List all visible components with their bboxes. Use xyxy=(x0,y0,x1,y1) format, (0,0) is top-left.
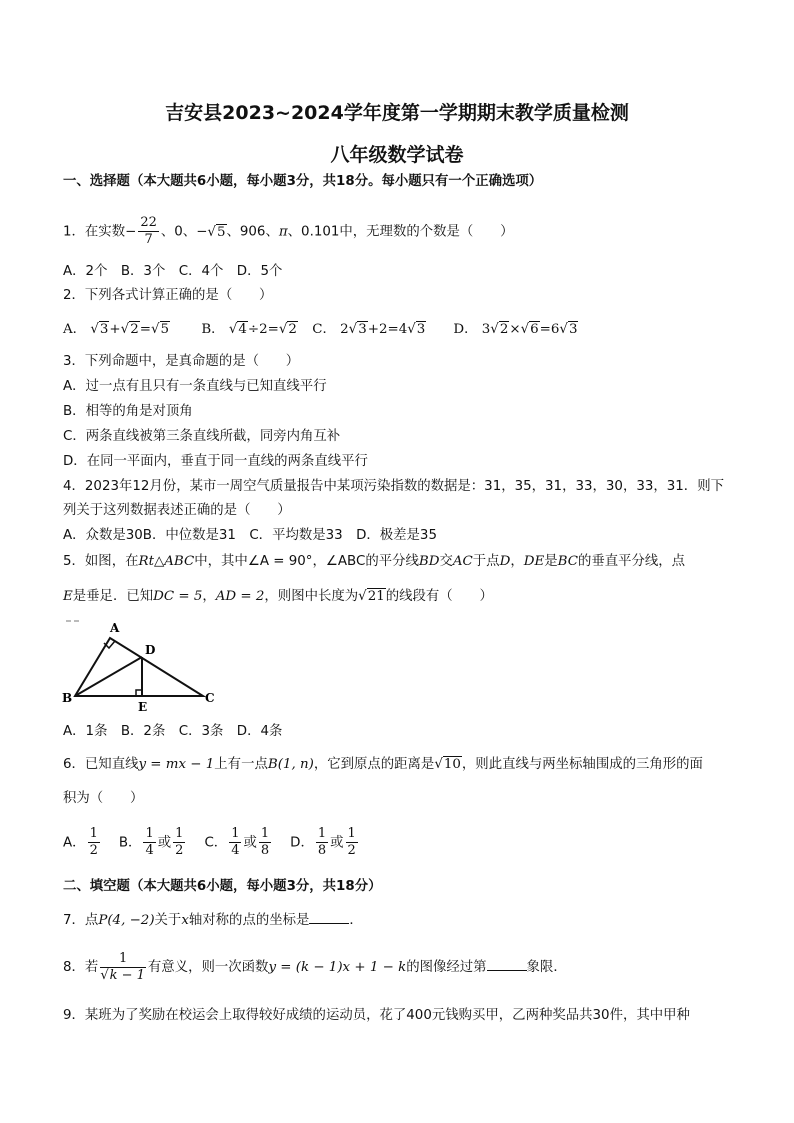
question-8: 8．若 $\frac{1}{√k - 1}$ 有意义，则一次函数y = (k − 1)x + 1 − k的图像经过第 象限． xyxy=(63,950,567,983)
segment-bd xyxy=(75,657,142,696)
question-2: 2．下列各式计算正确的是（ ） xyxy=(63,288,273,303)
section-heading-choice: 一、选择题（本大题共6小题，每小题3分，共18分。每小题只有一个正确选项） xyxy=(63,174,543,189)
question-6-options: A． $\frac{1}{2}$ B． $\frac{1}{4}$ 或 $\frac{1}{2}$ C． $\frac{1}{4}$ 或 $\frac{1}{8}$ D． $\frac{1}{8}$ 或 $\frac{1}{2}$ xyxy=(63,826,356,858)
exam-subtitle: 八年级数学试卷 xyxy=(330,144,464,166)
sqrt-5: √5 xyxy=(207,224,226,240)
triangle-abc xyxy=(75,638,203,696)
answer-blank[interactable] xyxy=(309,909,349,924)
question-3: 3．下列命题中，是真命题的是（ ） xyxy=(63,354,300,369)
question-3-option-a: A．过一点有且只有一条直线与已知直线平行 xyxy=(63,379,327,394)
label-d: D xyxy=(145,643,156,657)
exam-title: 吉安县2023~2024学年度第一学期期末教学质量检测 xyxy=(165,102,629,124)
question-7: 7．点P(4, −2)关于x轴对称的点的坐标是 ． xyxy=(63,909,744,931)
question-3-option-c: C．两条直线被第三条直线所截，同旁内角互补 xyxy=(63,429,341,444)
question-6-line-1: 6．已知直线y = mx − 1上有一点B(1, n)，它到原点的距离是√10，则此直线与两坐标轴围成的三角形的面 xyxy=(63,757,703,772)
question-2-options: A． √3+√2=√5 B． √4÷2=√2 C． 2√3+2=4√3 D． 3√2×√6=6√3 xyxy=(63,322,578,337)
question-1: 1．在实数− $\frac{22}{7}$ 、0、−√5、906、π、0.101中，无理数的个数是（ ） xyxy=(63,215,514,247)
question-6-line-2: 积为（ ） xyxy=(63,791,144,806)
label-a: A xyxy=(110,621,120,635)
question-4-line-2: 列关于这列数据表述正确的是（ ） xyxy=(63,503,291,518)
question-3-option-b: B．相等的角是对顶角 xyxy=(63,404,193,419)
section-heading-fill: 二、填空题（本大题共6小题，每小题3分，共18分） xyxy=(63,879,382,894)
question-1-options: A．2个 B．3个 C．4个 D．5个 xyxy=(63,264,283,279)
question-5-line-1: 5．如图，在Rt△ABC中，其中∠A = 90°，∠ABC的平分线BD交AC于点D，DE是BC的垂直平分线，点 xyxy=(63,554,686,569)
question-4-options: A．众数是30B．中位数是31 C．平均数是33 D．极差是35 xyxy=(63,528,437,543)
label-e: E xyxy=(138,700,148,713)
question-9: 9．某班为了奖励在校运会上取得较好成绩的运动员，花了400元钱购买甲，乙两种奖品共30件，其中甲种 xyxy=(63,1008,690,1023)
answer-blank[interactable] xyxy=(487,956,527,971)
triangle-figure xyxy=(60,618,220,713)
label-b: B xyxy=(62,691,73,705)
question-4-line-1: 4．2023年12月份，某市一周空气质量报告中某项污染指数的数据是：31，35，31，33，30，33，31．则下 xyxy=(63,479,724,494)
fraction-22-7: $\frac{22}{7}$ xyxy=(140,215,157,247)
question-5-line-2: E是垂足．已知DC = 5，AD = 2，则图中长度为√21的线段有（ ） xyxy=(63,589,493,604)
question-5-options: A．1条 B．2条 C．3条 D．4条 xyxy=(63,724,283,739)
question-3-option-d: D．在同一平面内，垂直于同一直线的两条直线平行 xyxy=(63,454,368,469)
label-c: C xyxy=(205,691,215,705)
